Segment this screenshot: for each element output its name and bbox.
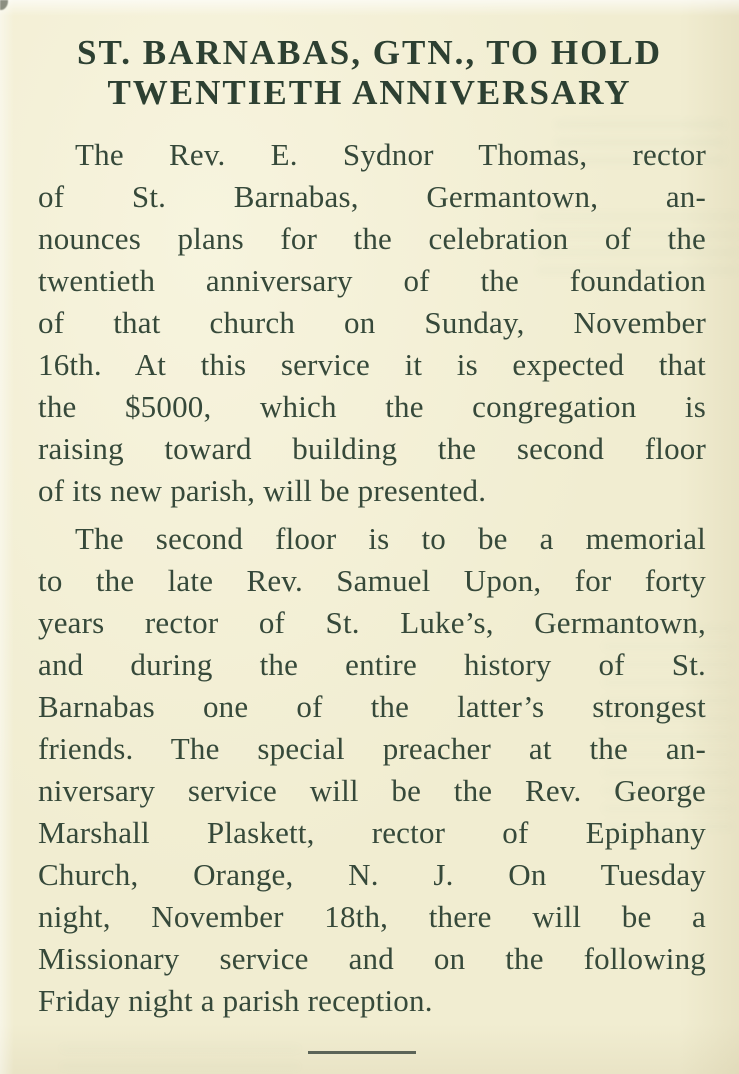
text-line: Missionary service and on the following (38, 941, 706, 976)
paragraph (38, 518, 706, 1022)
article-body (38, 134, 706, 1022)
text-line: niversary service will be the Rev. George (38, 773, 706, 808)
text-line: years rector of St. Luke’s, Germantown, (38, 605, 706, 640)
headline-line-2: TWENTIETH ANNIVERSARY (107, 73, 632, 112)
text-line: twentieth anniversary of the foundation (38, 263, 706, 298)
text-line: 16th. At this service it is expected that (38, 347, 706, 382)
text-line: night, November 18th, there will be a (38, 899, 706, 934)
text-line: to the late Rev. Samuel Upon, for forty (38, 563, 706, 598)
text-line: Marshall Plaskett, rector of Epiphany (38, 815, 706, 850)
text-line: and during the entire history of St. (38, 647, 706, 682)
text-line: Friday night a parish reception. (38, 983, 433, 1018)
text-line: friends. The special preacher at the an- (38, 731, 706, 766)
text-line: Church, Orange, N. J. On Tuesday (38, 857, 706, 892)
text-line: raising toward building the second floor (38, 431, 706, 466)
text-line: nounces plans for the celebration of the (38, 221, 706, 256)
ink-bleedthrough-smudge (60, 1040, 300, 1070)
text-line: Barnabas one of the latter’s strongest (38, 689, 706, 724)
paragraph (38, 134, 706, 512)
headline-line-1: ST. BARNABAS, GTN., TO HOLD (77, 33, 662, 72)
end-of-article-divider (308, 1051, 416, 1054)
text-line: the $5000, which the congregation is (38, 389, 706, 424)
text-line: of that church on Sunday, November (38, 305, 706, 340)
article-headline (0, 0, 739, 113)
text-line: of St. Barnabas, Germantown, an- (38, 179, 706, 214)
text-line: The second floor is to be a memorial (75, 521, 706, 556)
text-line: The Rev. E. Sydnor Thomas, rector (75, 137, 706, 172)
text-line: of its new parish, will be presented. (38, 473, 487, 508)
